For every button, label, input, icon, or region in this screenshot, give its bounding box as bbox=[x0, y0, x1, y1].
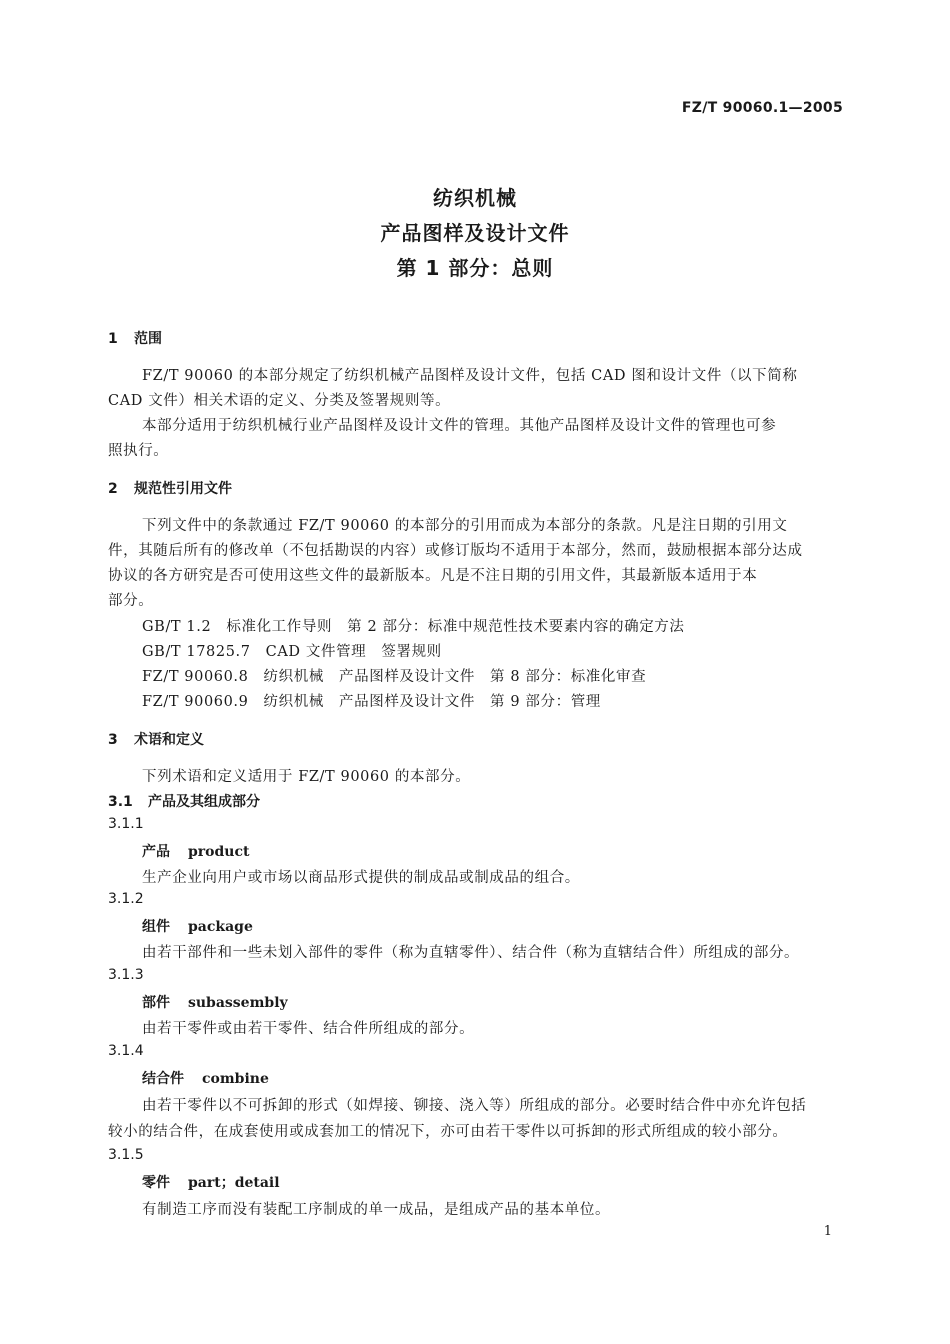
section-2-heading bbox=[108, 478, 232, 498]
section-title: 规范性引用文件 bbox=[134, 481, 232, 497]
normative-reference: GB/T 17825.7 CAD 文件管理 签署规则 bbox=[142, 644, 442, 660]
section-number: 1 bbox=[108, 331, 118, 347]
normative-reference: GB/T 1.2 标准化工作导则 第 2 部分：标准中规范性技术要素内容的确定方法 bbox=[142, 619, 685, 635]
normative-reference: FZ/T 90060.8 纺织机械 产品图样及设计文件 第 8 部分：标准化审查 bbox=[142, 669, 647, 685]
section-1-heading bbox=[108, 328, 162, 348]
subsection-title: 产品及其组成部分 bbox=[148, 794, 260, 810]
term-entry bbox=[142, 841, 249, 861]
section-number: 2 bbox=[108, 481, 118, 497]
paragraph-line: 件，其随后所有的修改单（不包括勘误的内容）或修订版均不适用于本部分，然而，鼓励根据本部分达成 bbox=[108, 543, 803, 559]
term-en: part；detail bbox=[188, 1175, 280, 1191]
term-definition: 由若干零件以不可拆卸的形式（如焊接、铆接、浇入等）所组成的部分。必要时结合件中亦允许包括 bbox=[142, 1098, 807, 1114]
term-number: 3.1.2 bbox=[108, 891, 144, 907]
paragraph-line: FZ/T 90060 的本部分规定了纺织机械产品图样及设计文件，包括 CAD 图和设计文件（以下简称 bbox=[142, 368, 798, 384]
section-3-heading bbox=[108, 729, 204, 749]
title-line-3: 第 1 部分：总则 bbox=[396, 256, 554, 280]
term-zh: 结合件 bbox=[142, 1071, 184, 1087]
subsection-3-1-heading bbox=[108, 791, 260, 811]
term-zh: 产品 bbox=[142, 844, 170, 860]
paragraph-line: 本部分适用于纺织机械行业产品图样及设计文件的管理。其他产品图样及设计文件的管理也可参 bbox=[142, 418, 777, 434]
term-definition: 有制造工序而没有装配工序制成的单一成品，是组成产品的基本单位。 bbox=[142, 1202, 611, 1218]
term-definition: 由若干部件和一些未划入部件的零件（称为直辖零件）、结合件（称为直辖结合件）所组成的部分。 bbox=[142, 945, 800, 961]
paragraph-line: 下列文件中的条款通过 FZ/T 90060 的本部分的引用而成为本部分的条款。凡是注日期的引用文 bbox=[142, 518, 788, 534]
term-definition: 由若干零件或由若干零件、结合件所组成的部分。 bbox=[142, 1021, 475, 1037]
term-en: combine bbox=[202, 1071, 269, 1087]
title-line-2: 产品图样及设计文件 bbox=[380, 221, 570, 245]
term-definition: 生产企业向用户或市场以商品形式提供的制成品或制成品的组合。 bbox=[142, 870, 580, 886]
term-zh: 零件 bbox=[142, 1175, 170, 1191]
term-number: 3.1.5 bbox=[108, 1147, 144, 1163]
normative-reference: FZ/T 90060.9 纺织机械 产品图样及设计文件 第 9 部分：管理 bbox=[142, 694, 601, 710]
term-entry bbox=[142, 1068, 269, 1088]
term-definition: 较小的结合件，在成套使用或成套加工的情况下，亦可由若干零件以可拆卸的形式所组成的较小部分。 bbox=[108, 1124, 788, 1140]
paragraph-line: 部分。 bbox=[108, 593, 154, 609]
term-entry bbox=[142, 992, 288, 1012]
section-title: 术语和定义 bbox=[134, 732, 204, 748]
term-entry bbox=[142, 1172, 280, 1192]
term-zh: 部件 bbox=[142, 995, 170, 1011]
subsection-number: 3.1 bbox=[108, 794, 133, 810]
term-en: subassembly bbox=[188, 995, 288, 1011]
section-number: 3 bbox=[108, 732, 118, 748]
term-en: package bbox=[188, 919, 253, 935]
title-line-1: 纺织机械 bbox=[433, 186, 517, 210]
term-en: product bbox=[188, 844, 250, 860]
page-number: 1 bbox=[823, 1224, 832, 1239]
standard-number: FZ/T 90060.1—2005 bbox=[681, 100, 843, 116]
paragraph-line: 协议的各方研究是否可使用这些文件的最新版本。凡是不注日期的引用文件，其最新版本适用于本 bbox=[108, 568, 758, 584]
paragraph-line: CAD 文件）相关术语的定义、分类及签署规则等。 bbox=[108, 393, 451, 409]
term-number: 3.1.3 bbox=[108, 967, 144, 983]
term-zh: 组件 bbox=[142, 919, 170, 935]
section-title: 范围 bbox=[134, 331, 162, 347]
term-entry bbox=[142, 916, 253, 936]
term-number: 3.1.4 bbox=[108, 1043, 144, 1059]
term-number: 3.1.1 bbox=[108, 816, 144, 832]
paragraph-line: 下列术语和定义适用于 FZ/T 90060 的本部分。 bbox=[142, 769, 471, 785]
paragraph-line: 照执行。 bbox=[108, 443, 169, 459]
